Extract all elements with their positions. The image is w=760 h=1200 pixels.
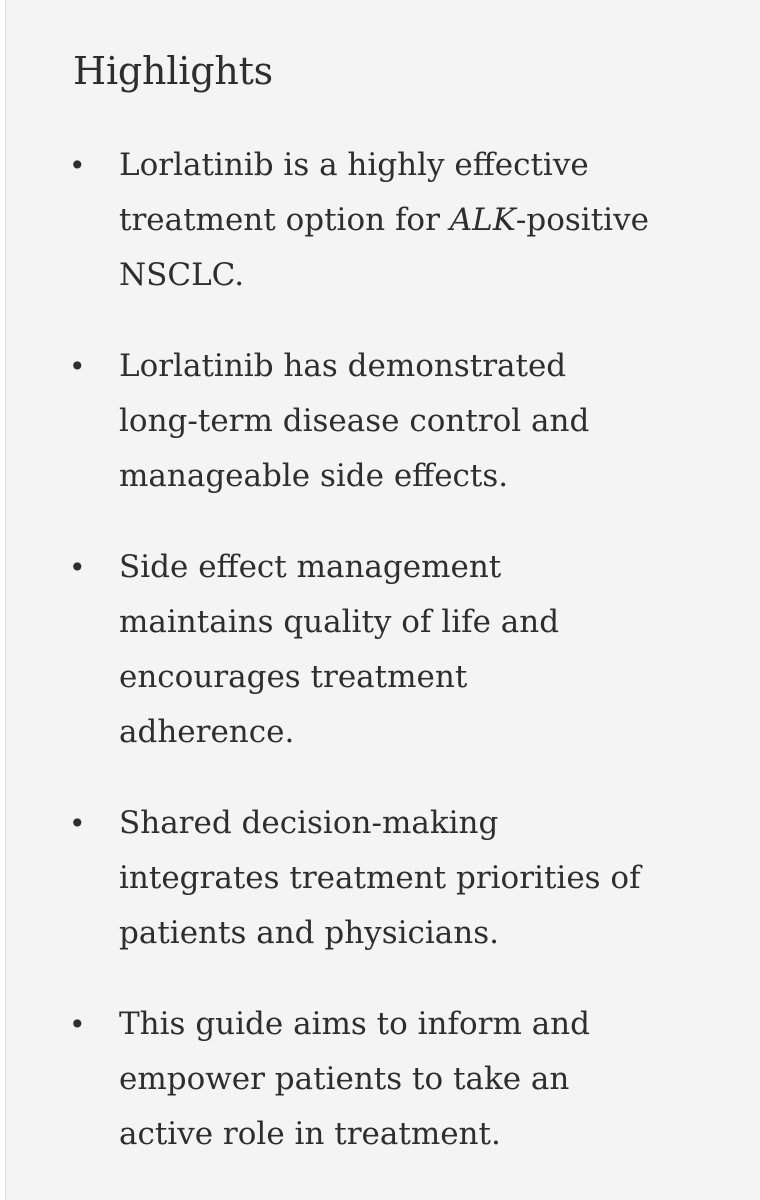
highlights-panel — [5, 0, 760, 1200]
highlight-item — [6, 796, 649, 961]
highlight-text: This guide aims to inform and empower patients to take an active role in treatment. — [119, 1006, 590, 1152]
highlights-heading: Highlights — [73, 49, 273, 93]
bullet-icon: • — [69, 149, 86, 182]
gene-name-italic: ALK — [449, 202, 516, 238]
highlights-list — [6, 138, 760, 1198]
bullet-icon: • — [69, 807, 86, 840]
bullet-icon: • — [69, 1008, 86, 1041]
highlight-text: Lorlatinib has demonstrated long-term disease control and manageable side effects. — [119, 348, 590, 494]
highlight-item — [6, 540, 649, 760]
highlight-item — [6, 997, 649, 1162]
highlight-item — [6, 339, 649, 504]
bullet-icon: • — [69, 350, 86, 383]
highlight-text: Side effect management maintains quality of life and encourages treatment adherence. — [119, 549, 560, 750]
highlight-item — [6, 138, 649, 303]
bullet-icon: • — [69, 551, 86, 584]
highlight-text: Lorlatinib is a highly effective treatment option for ALK-positive NSCLC. — [119, 147, 649, 293]
highlight-text: Shared decision-making integrates treatment priorities of patients and physicians. — [119, 805, 641, 951]
